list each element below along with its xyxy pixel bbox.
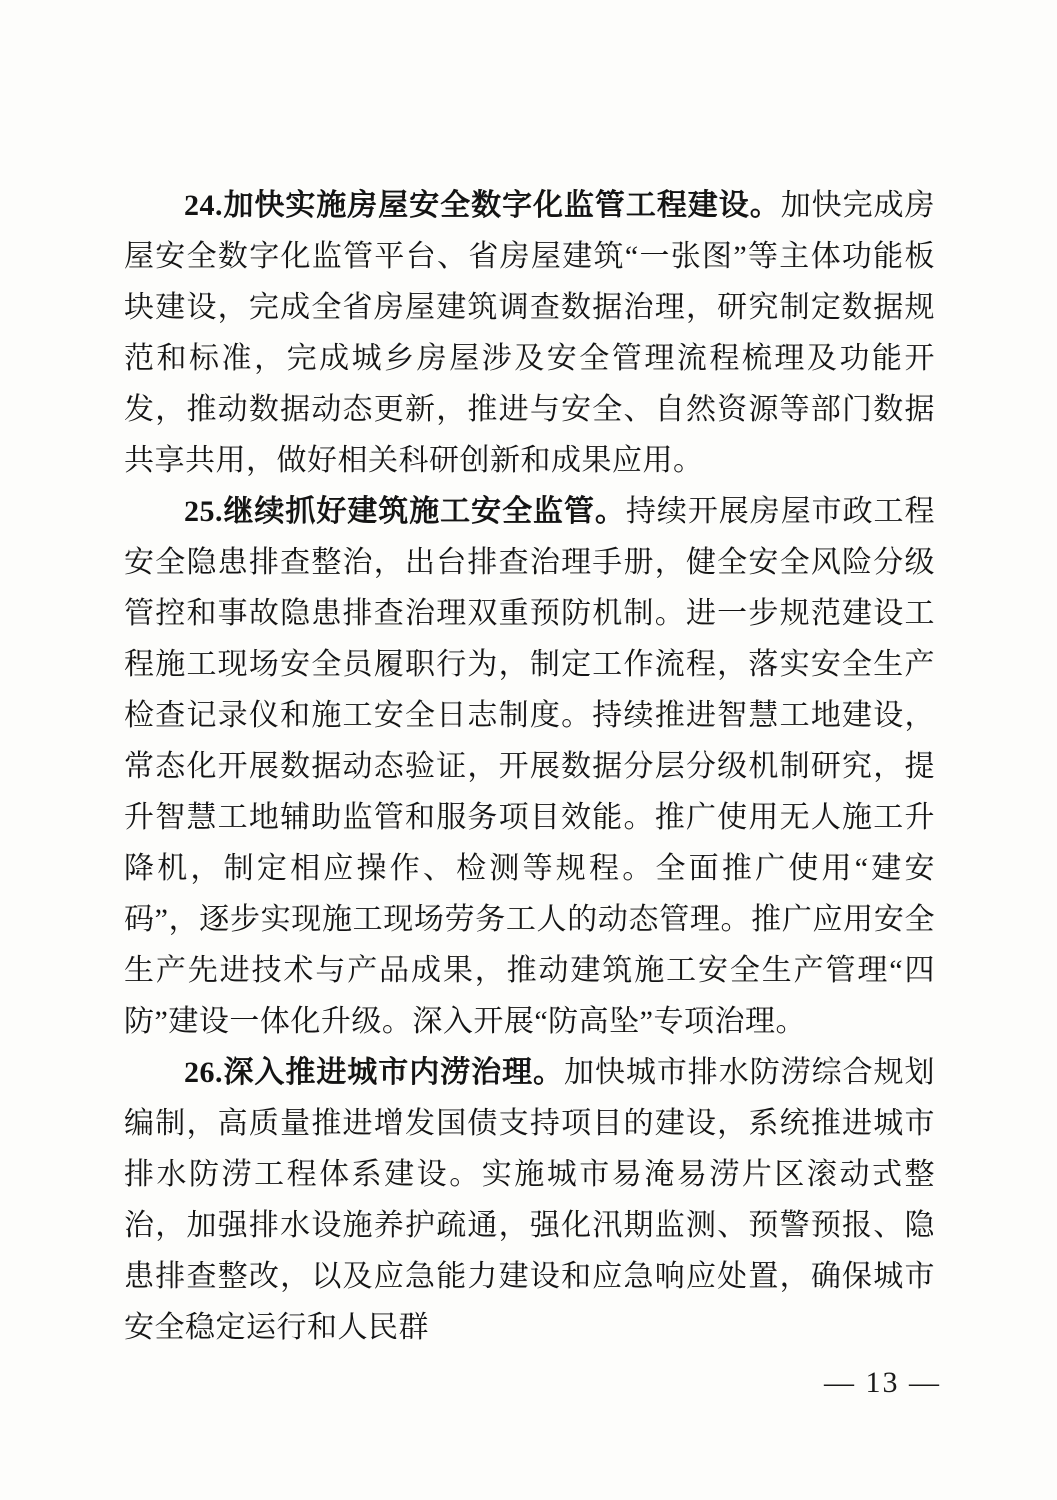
page-number: — 13 — (824, 1366, 941, 1399)
paragraph-25-lead: 25.继续抓好建筑施工安全监管。 (184, 495, 626, 528)
paragraph-25 (124, 486, 935, 1047)
document-body (124, 180, 935, 1353)
paragraph-24 (124, 180, 935, 486)
paragraph-26-lead: 26.深入推进城市内涝治理。 (184, 1056, 564, 1089)
paragraph-26-body: 加快城市排水防涝综合规划编制，高质量推进增发国债支持项目的建设，系统推进城市排水防涝工程体系建设。实施城市易淹易涝片区滚动式整治，加强排水设施养护疏通，强化汛期监测、预警预报、隐患排查整改，以及应急能力建设和应急响应处置，确保城市安全稳定运行和人民群 (124, 1056, 936, 1344)
paragraph-26 (124, 1047, 935, 1353)
paragraph-25-body: 持续开展房屋市政工程安全隐患排查整治，出台排查治理手册，健全安全风险分级管控和事故隐患排查治理双重预防机制。进一步规范建设工程施工现场安全员履职行为，制定工作流程，落实安全生产检查记录仪和施工安全日志制度。持续推进智慧工地建设，常态化开展数据动态验证，开展数据分层分级机制研究，提升智慧工地辅助监管和服务项目效能。推广使用无人施工升降机，制定相应操作、检测等规程。全面推广使用“建安码”，逐步实现施工现场劳务工人的动态管理。推广应用安全生产先进技术与产品成果，推动建筑施工安全生产管理“四防”建设一体化升级。深入开展“防高坠”专项治理。 (124, 495, 936, 1038)
paragraph-24-lead: 24.加快实施房屋安全数字化监管工程建设。 (184, 189, 781, 222)
paragraph-24-body: 加快完成房屋安全数字化监管平台、省房屋建筑“一张图”等主体功能板块建设，完成全省房屋建筑调查数据治理，研究制定数据规范和标准，完成城乡房屋涉及安全管理流程梳理及功能开发，推动数据动态更新，推进与安全、自然资源等部门数据共享共用，做好相关科研创新和成果应用。 (124, 189, 936, 477)
